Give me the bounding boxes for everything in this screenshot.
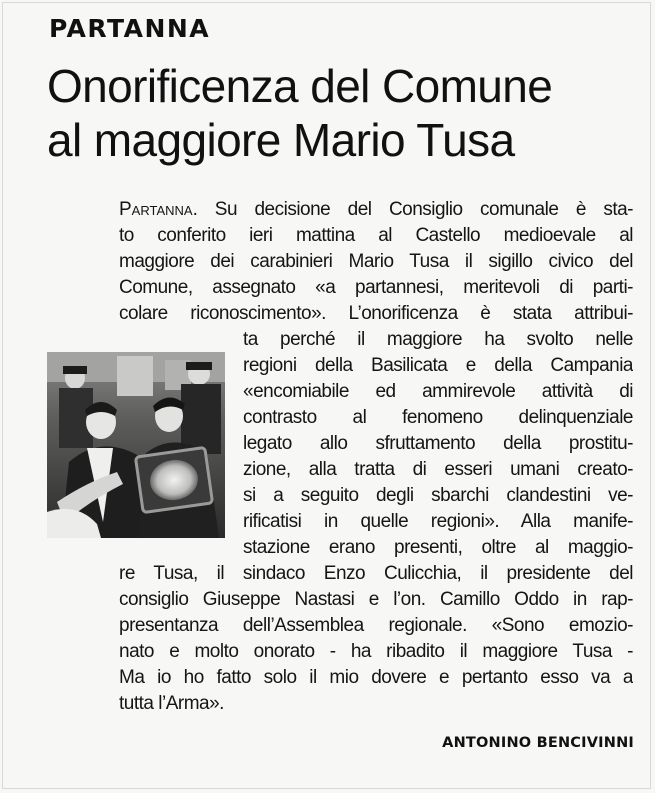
body-line: contrasto al fenomeno delinquenziale	[243, 407, 633, 428]
article-body	[119, 197, 633, 717]
headline-line-1: Onorificenza del Comune	[47, 60, 553, 112]
body-line: regioni della Basilicata e della Campania	[243, 355, 633, 376]
body-line: tutta l’Arma».	[119, 693, 224, 714]
body-line-text: . Su decisione del Consiglio comunale è sta-	[192, 199, 633, 220]
body-line: Ma io ho fatto solo il mio dovere e pertanto esso va a	[119, 667, 633, 688]
body-line: presentanza dell’Assemblea regionale. «Sono emozio-	[119, 615, 633, 636]
author-byline: ANTONINO BENCIVINNI	[442, 735, 634, 751]
body-line: colare riconoscimento». L’onorificenza è stata attribui-	[119, 303, 633, 324]
section-kicker: PARTANNA	[49, 14, 211, 43]
body-line: ta perché il maggiore ha svolto nelle	[243, 329, 633, 350]
body-line: re Tusa, il sindaco Enzo Culicchia, il presidente del	[119, 563, 633, 584]
body-line: nato e molto onorato - ha ribadito il maggiore Tusa -	[119, 641, 633, 662]
body-line: «encomiabile ed ammirevole attività di	[243, 381, 633, 402]
headline	[47, 59, 647, 167]
body-line: stazione erano presenti, oltre al maggio-	[243, 537, 633, 558]
headline-line-2: al maggiore Mario Tusa	[47, 114, 515, 166]
body-line	[119, 197, 633, 223]
body-line: to conferito ieri mattina al Castello medioevale al	[119, 225, 633, 246]
body-line: rificatisi in quelle regioni». Alla manife-	[243, 511, 633, 532]
body-line: zione, alla tratta di esseri umani creato-	[243, 459, 633, 480]
body-line: si a seguito degli sbarchi clandestini ve-	[243, 485, 633, 506]
body-line: consiglio Giuseppe Nastasi e l’on. Camillo Oddo in rap-	[119, 589, 633, 610]
body-line: maggiore dei carabinieri Mario Tusa il sigillo civico del	[119, 251, 633, 272]
dateline: Partanna	[119, 199, 193, 220]
body-line: legato allo sfruttamento della prostitu-	[243, 433, 633, 454]
body-line: Comune, assegnato «a partannesi, meritevoli di parti-	[119, 277, 633, 298]
